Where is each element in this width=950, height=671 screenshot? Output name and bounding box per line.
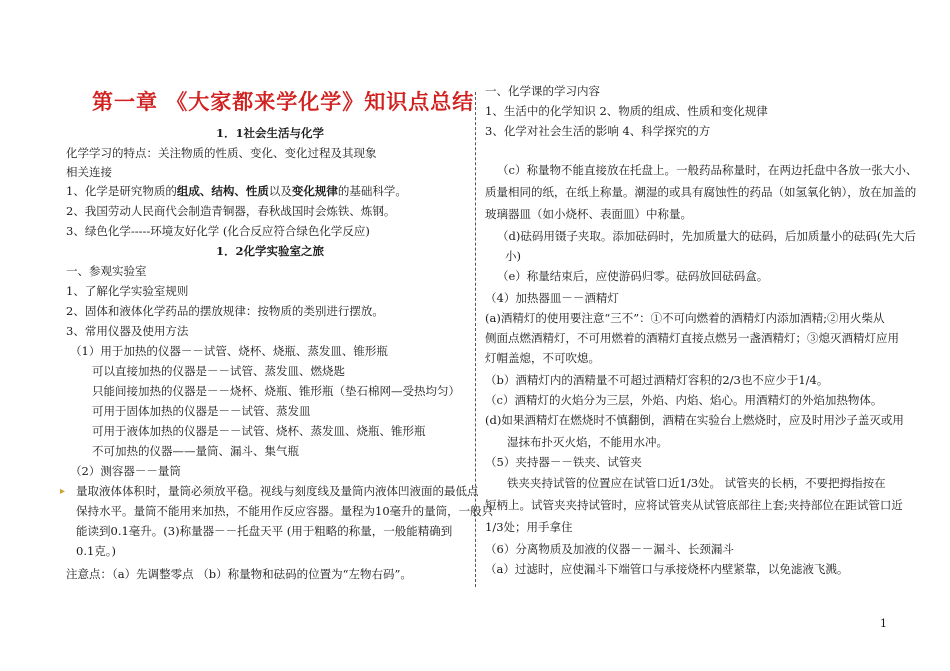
list-item: 可用于液体加热的仪器是－－试管、烧杯、蒸发皿、烧瓶、锥形瓶	[92, 424, 426, 438]
section-1-2-heading: 1．2化学实验室之旅	[216, 244, 325, 258]
paragraph: （d)砝码用镊子夹取。添加砝码时，先加质量大的砝码，后加质量小的砝码(先大后	[497, 229, 916, 243]
list-item: 2、我国劳动人民商代会制造青铜器，春秋战国时会炼铁、炼钢。	[66, 204, 396, 218]
paragraph: 一、化学课的学习内容	[485, 84, 600, 98]
list-item: （6）分离物质及加液的仪器－－漏斗、长颈漏斗	[485, 542, 734, 556]
paragraph: 小)	[505, 249, 521, 263]
list-item: 可以直接加热的仪器是－－试管、蒸发皿、燃烧匙	[92, 364, 345, 378]
list-item: 2、固体和液体化学药品的摆放规律：按物质的类别进行摆放。	[66, 304, 384, 318]
paragraph: 短柄上。试管夹夹持试管时，应将试管夹从试管底部往上套;夹持部位在距试管口近	[485, 498, 903, 512]
paragraph: （a）过滤时，应使漏斗下端管口与承接烧杯内壁紧靠，以免滤液飞溅。	[485, 562, 849, 576]
text-run: 以及	[268, 184, 292, 198]
list-item: 3、绿色化学-----环境友好化学 (化合反应符合绿色化学反应)	[66, 224, 370, 238]
paragraph: (a)酒精灯的使用要注意“三不”：①不可向燃着的酒精灯内添加酒精;②用火柴从	[485, 311, 885, 325]
paragraph: 铁夹夹持试管的位置应在试管口近1/3处。 试管夹的长柄，不要把拇指按在	[507, 476, 886, 490]
paragraph: 一、参观实验室	[66, 264, 147, 278]
list-item: （2）测容器－－量筒	[70, 464, 181, 478]
paragraph: 质量相同的纸，在纸上称量。潮湿的或具有腐蚀性的药品（如氢氧化钠），放在加盖的	[485, 185, 917, 199]
paragraph: （b）酒精灯内的酒精量不可超过酒精灯容积的2/3也不应少于1/4。	[485, 373, 829, 387]
list-item: 1、了解化学实验室规则	[66, 284, 189, 298]
paragraph: 保持水平。量筒不能用来加热，不能用作反应容器。量程为10毫升的量筒，一般只	[76, 504, 494, 518]
bullet-mark: ▸	[60, 486, 66, 497]
list-item: 可用于固体加热的仪器是－－试管、蒸发皿	[92, 404, 311, 418]
paragraph: 能读到0.1毫升。(3)称量器－－托盘天平 (用于粗略的称量，一般能精确到	[76, 524, 453, 538]
list-item: （4）加热器皿－－酒精灯	[485, 291, 619, 305]
paragraph: 1/3处；用手拿住	[485, 520, 573, 534]
paragraph: 灯帽盖熄，不可吹熄。	[485, 351, 600, 365]
list-item: （1）用于加热的仪器－－试管、烧杯、烧瓶、蒸发皿、锥形瓶	[70, 344, 388, 358]
list-item: 不可加热的仪器——量筒、漏斗、集气瓶	[92, 444, 299, 458]
paragraph: （e）称量结束后，应使游码归零。砝码放回砝码盒。	[497, 269, 769, 283]
list-item: 3、化学对社会生活的影响 4、科学探究的方	[485, 124, 711, 138]
paragraph: 化学学习的特点：关注物质的性质、变化、变化过程及其现象	[66, 146, 377, 160]
paragraph: （c）称量物不能直接放在托盘上。一般药品称量时，在两边托盘中各放一张大小、	[497, 163, 918, 177]
paragraph: 注意点：（a）先调整零点 （b）称量物和砝码的位置为“左物右码”。	[66, 567, 412, 581]
paragraph: （c）酒精灯的火焰分为三层，外焰、内焰、焰心。用酒精灯的外焰加热物体。	[485, 393, 883, 407]
paragraph: 玻璃器皿（如小烧杯、表面皿）中称量。	[485, 207, 692, 221]
paragraph: 相关连接	[66, 165, 112, 179]
list-item: 只能间接加热的仪器是－－烧杯、烧瓶、锥形瓶（垫石棉网—受热均匀）	[92, 384, 460, 398]
list-item: （5）夹持器－－铁夹、试管夹	[485, 455, 642, 469]
emphasis: 变化规律	[291, 184, 338, 198]
page-title: 第一章 《大家都来学化学》知识点总结	[92, 90, 475, 114]
list-item	[66, 183, 407, 199]
paragraph: 量取液体体积时，量筒必须放平稳。视线与刻度线及量筒内液体凹液面的最低点	[76, 484, 479, 498]
page-number: 1	[880, 617, 887, 630]
paragraph: 侧面点燃酒精灯，不可用燃着的酒精灯直接点燃另一盏酒精灯；③熄灭酒精灯应用	[485, 331, 899, 345]
text-run: 1、化学是研究物质的	[66, 184, 177, 198]
section-1-1-heading: 1．1社会生活与化学	[216, 126, 325, 140]
paragraph: 0.1克。)	[76, 544, 117, 558]
list-item: 1、生活中的化学知识 2、物质的组成、性质和变化规律	[485, 104, 768, 118]
paragraph: (d)如果酒精灯在燃烧时不慎翻倒，酒精在实验台上燃烧时，应及时用沙子盖灭或用	[485, 413, 904, 427]
paragraph: 湿抹布扑灭火焰，不能用水冲。	[507, 435, 668, 449]
list-item: 3、常用仪器及使用方法	[66, 324, 189, 338]
text-run: 的基础科学。	[337, 184, 407, 198]
emphasis: 组成、结构、性质	[176, 184, 269, 198]
